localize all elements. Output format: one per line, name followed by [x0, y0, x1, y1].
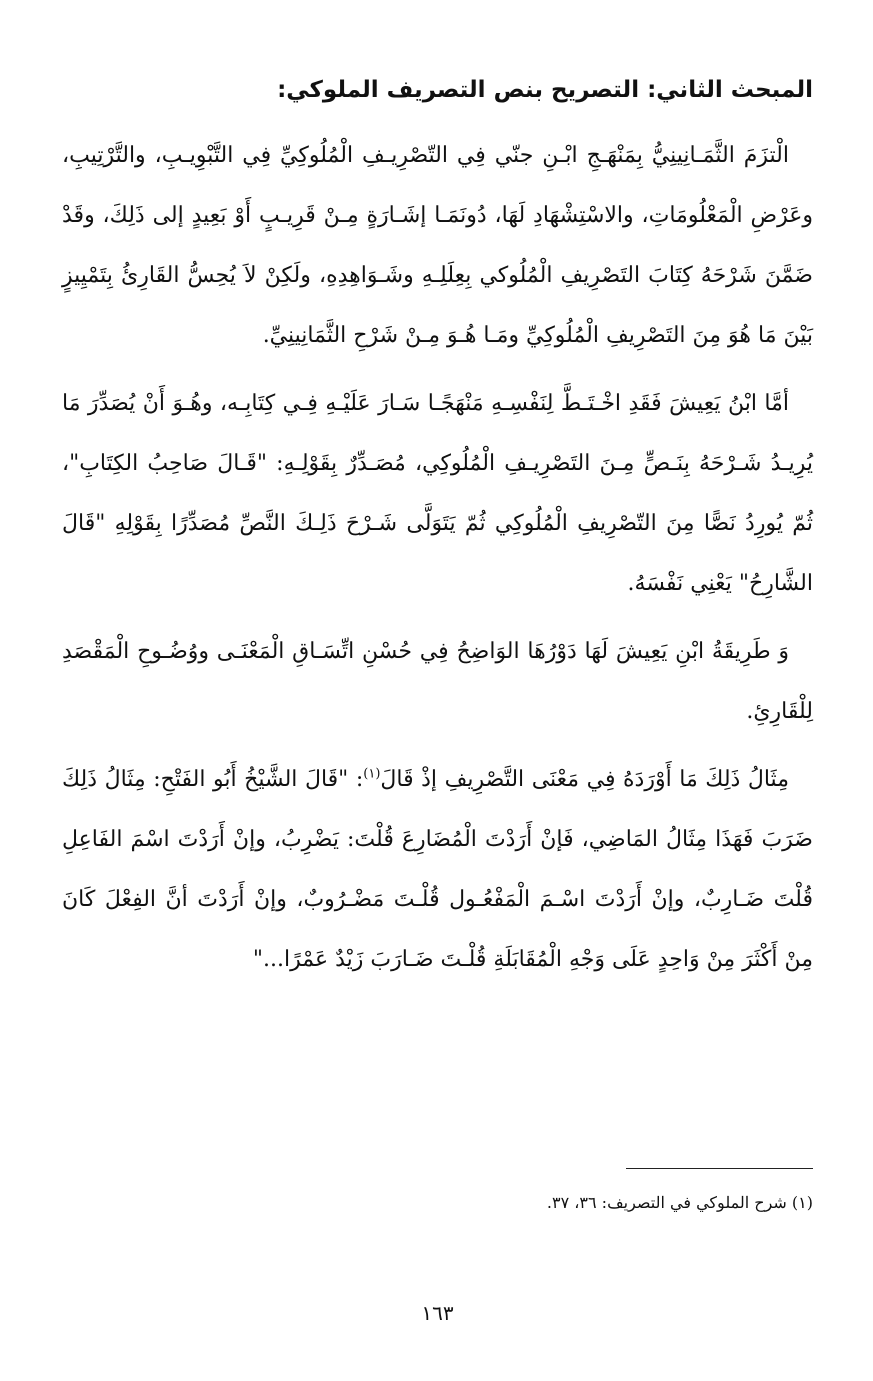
example-quote-text: : "قَالَ الشَّيْخُ أَبُو الفَتْحِ: مِثَالُ ذَلِكَ ضَرَبَ فَهَذَا مِثَالُ المَاضِي، فَإنْ أَرَدْتَ الْمُضَارِعَ قُلْتَ: يَضْرِبُ، وإنْ أَرَدْتَ اسْمَ الفَاعِلِ قُلْتَ ضَـارِبٌ، وإنْ أَرَدْتَ اسْـمَ الْمَفْعُـول قُلْـتَ مَضْـرُوبٌ، وإنْ أَرَدْتَ أنَّ الفِعْلَ كَانَ مِنْ أَكْثَرَ مِنْ وَاحِدٍ عَلَى وَجْهِ الْمُقَابَلَةِ قُلْـتَ ضَـارَبَ زَيْدٌ عَمْرًا..." [62, 767, 813, 972]
page-number: ١٦٣ [421, 1301, 454, 1325]
book-page [62, 62, 813, 1381]
footnote-reference: (١) [363, 766, 381, 782]
footnote-divider [626, 1168, 813, 1169]
section-heading: المبحث الثاني: التصريح بنص التصريف الملوكي: [277, 77, 813, 103]
paragraph-1: الْتزَمَ الثَّمَـانِينِيُّ بِمَنْهَـجِ ابْـنِ جنّي فِي التّصْرِيـفِ الْمُلُوكِيِّ فِي التَّبْوِيـبِ، والتَّرْتِيبِ، وعَرْضِ الْمَعْلُومَاتِ، والاسْتِشْهَادِ لَهَا، دُونَمَـا إشَـارَةٍ مِـنْ قَرِيـبٍ أَوْ بَعِيدٍ إلى ذَلِكَ، وقَدْ ضَمَّنَ شَرْحَهُ كِتَابَ التَصْرِيفِ الْمُلُوكي بِعِلَلِـهِ وشَـوَاهِدِهِ، ولَكِنْ لاَ يُحِسُّ القَارِئُ بِتَمْيِيزٍ بَيْنَ مَا هُوَ مِنَ التَصْرِيفِ الْمُلُوكِيِّ ومَـا هُـوَ مِـنْ شَرْحِ الثَّمَانِينِيِّ. [62, 143, 813, 348]
paragraph-2: أمَّا ابْنُ يَعِيشَ فَقَدِ اخْـتَـطَّ لِنَفْسِـهِ مَنْهَجًـا سَـارَ عَلَيْـهِ فِـي كِتَابِـه، وهُـوَ أَنْ يُصَدِّرَ مَا يُرِيـدُ شَـرْحَهُ بِنَـصٍّ مِـنَ التَصْرِيـفِ الْمُلُوكِي، مُصَـدِّرٌ بِقَوْلِـهِ: "قَـالَ صَاحِبُ الكِتَابِ"، ثُمّ يُورِدُ نَصًّا مِنَ التّصْرِيفِ الْمُلُوكِي ثُمّ يَتَوَلَّى شَـرْحَ ذَلِـكَ النَّصِّ مُصَدِّرًا بِقَوْلِهِ "قَالَ الشَّارِحُ" يَعْنِي نَفْسَهُ. [62, 391, 813, 596]
example-intro-text: مِثَالُ ذَلِكَ مَا أَوْرَدَهُ فِي مَعْنَى التَّصْرِيفِ إذْ قَالَ [380, 767, 789, 792]
footnote-text: (١) شرح الملوكي في التصريف: ٣٦، ٣٧. [546, 1193, 813, 1212]
paragraph-4-example [62, 750, 813, 990]
paragraph-3: وَ طَرِيقَةُ ابْنِ يَعِيشَ لَهَا دَوْرُهَا الوَاضِحُ فِي حُسْنِ اتِّسَـاقِ الْمَعْنَـى ووُضُـوحِ الْمَقْصَدِ لِلْقَارِئِ. [62, 639, 813, 724]
